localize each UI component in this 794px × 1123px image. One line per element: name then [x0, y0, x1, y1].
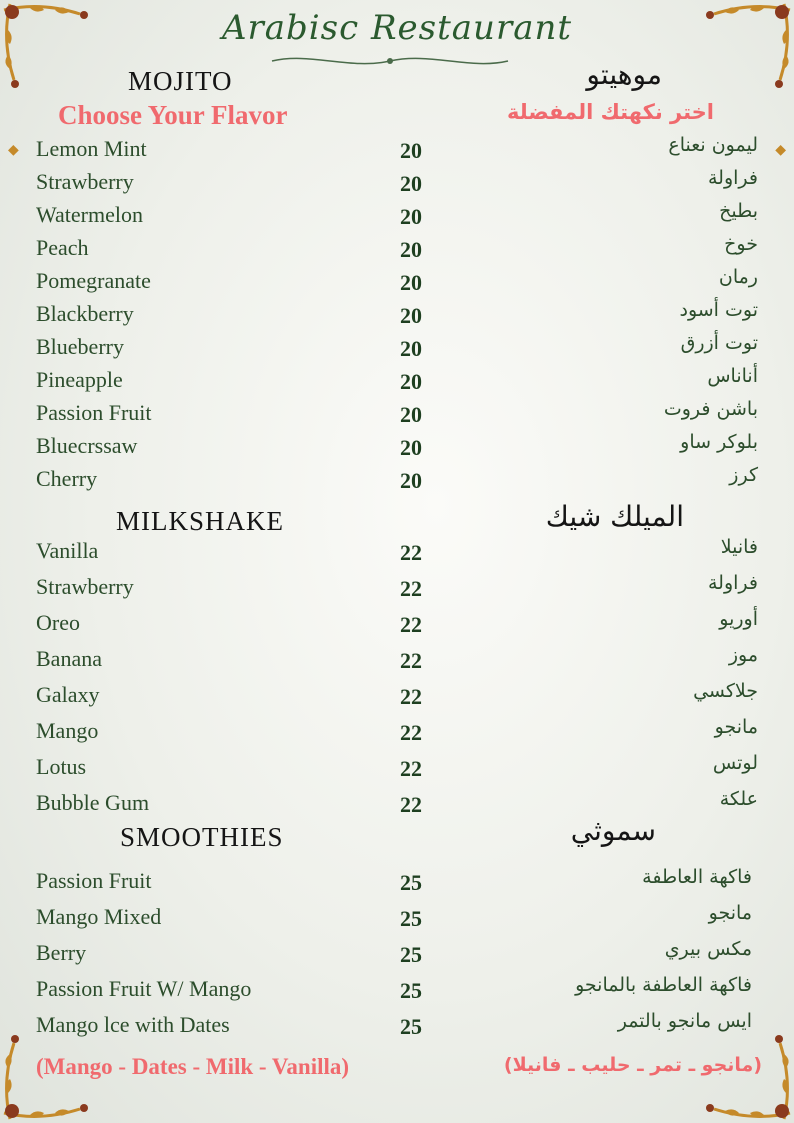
item-price: 22 [400, 792, 422, 817]
item-name-ar: توت أزرق [680, 332, 758, 354]
section-title-mojito-ar: موهيتو [586, 58, 662, 91]
item-price: 20 [400, 468, 422, 493]
item-name: Lotus [36, 754, 87, 779]
item-name-ar: علكة [719, 788, 758, 810]
ingredients-note-ar: (مانجو ـ تمر ـ حليب ـ فانيلا) [503, 1054, 762, 1076]
item-price: 20 [400, 303, 422, 328]
item-price: 25 [400, 906, 422, 931]
menu-item [0, 868, 794, 898]
item-price: 20 [400, 171, 422, 196]
section-title-smoothies: SMOOTHIES [120, 822, 284, 852]
item-name: Lemon Mint [36, 136, 147, 161]
item-name: Watermelon [36, 202, 143, 227]
item-price: 22 [400, 576, 422, 601]
menu-item [0, 754, 794, 784]
side-leaf-icon: ◆ [775, 143, 786, 158]
menu-item [0, 136, 794, 166]
item-price: 25 [400, 942, 422, 967]
menu-item [0, 400, 794, 430]
item-name-ar: لوتس [712, 752, 758, 774]
menu-item [0, 718, 794, 748]
item-name-ar: موز [728, 644, 758, 666]
ingredients-note: (Mango - Dates - Milk - Vanilla) [36, 1054, 350, 1079]
item-name: Berry [36, 940, 87, 965]
item-name-ar: أوريو [719, 608, 758, 630]
menu-item [0, 574, 794, 604]
item-price: 22 [400, 540, 422, 565]
item-price: 25 [400, 1014, 422, 1039]
item-name-ar: رمان [718, 266, 758, 288]
item-name: Cherry [36, 466, 98, 491]
item-price: 20 [400, 435, 422, 460]
item-name-ar: فاكهة العاطفة بالمانجو [575, 974, 752, 996]
item-name: Banana [36, 646, 102, 671]
item-name-ar: فاكهة العاطفة [642, 866, 752, 888]
item-name: Strawberry [36, 574, 134, 599]
item-price: 20 [400, 138, 422, 163]
menu-item [0, 790, 794, 820]
item-price: 20 [400, 204, 422, 229]
item-price: 25 [400, 978, 422, 1003]
item-name: Passion Fruit [36, 868, 152, 893]
title-flourish-icon [270, 50, 510, 72]
section-title-mojito: MOJITO [128, 66, 233, 96]
item-name-ar: مانجو [714, 716, 758, 738]
section-title-milkshake-ar: الميلك شيك [545, 500, 684, 533]
item-name-ar: خوخ [724, 233, 758, 255]
item-name-ar: أناناس [707, 365, 758, 387]
menu-item [0, 466, 794, 496]
item-name-ar: بطيخ [719, 200, 758, 222]
item-price: 22 [400, 720, 422, 745]
menu-item [0, 646, 794, 676]
item-name: Bubble Gum [36, 790, 150, 815]
menu-item [0, 235, 794, 265]
item-price: 20 [400, 336, 422, 361]
item-name-ar: جلاكسي [693, 680, 758, 702]
item-name: Mango Mixed [36, 904, 162, 929]
item-name-ar: بلوكر ساو [680, 431, 758, 453]
menu-item [0, 538, 794, 568]
menu-item [0, 202, 794, 232]
item-price: 20 [400, 237, 422, 262]
item-name-ar: ايس مانجو بالتمر [617, 1010, 752, 1032]
item-name-ar: مانجو [708, 902, 752, 924]
item-name-ar: فانيلا [720, 536, 758, 558]
item-price: 22 [400, 756, 422, 781]
item-name-ar: فراولة [708, 167, 758, 189]
choose-flavor-heading: Choose Your Flavor [58, 100, 288, 130]
item-name: Mango lce with Dates [36, 1012, 230, 1037]
item-price: 22 [400, 612, 422, 637]
item-name: Vanilla [36, 538, 99, 563]
choose-flavor-heading-ar: اختر نكهتك المفضلة [507, 100, 714, 124]
item-name: Galaxy [36, 682, 100, 707]
menu-item [0, 1012, 794, 1042]
item-name: Blackberry [36, 301, 134, 326]
restaurant-name: Arabisc Restaurant [221, 8, 573, 48]
item-name-ar: توت أسود [679, 299, 758, 321]
menu-item [0, 268, 794, 298]
item-name: Strawberry [36, 169, 134, 194]
menu-item [0, 904, 794, 934]
item-name-ar: مكس بيري [664, 938, 752, 960]
menu-item [0, 682, 794, 712]
section-title-smoothies-ar: سموثي [570, 814, 656, 847]
item-price: 20 [400, 369, 422, 394]
item-name: Peach [36, 235, 89, 260]
item-name-ar: كرز [729, 464, 758, 486]
item-price: 25 [400, 870, 422, 895]
item-name-ar: فراولة [708, 572, 758, 594]
item-price: 20 [400, 270, 422, 295]
section-title-milkshake: MILKSHAKE [116, 506, 284, 536]
menu-item [0, 169, 794, 199]
menu-item [0, 610, 794, 640]
item-name: Oreo [36, 610, 80, 635]
menu-item [0, 940, 794, 970]
menu-item [0, 367, 794, 397]
menu-item [0, 433, 794, 463]
item-name: Bluecrssaw [36, 433, 138, 458]
item-price: 20 [400, 402, 422, 427]
item-name: Mango [36, 718, 99, 743]
item-name: Passion Fruit W/ Mango [36, 976, 252, 1001]
item-name: Pomegranate [36, 268, 151, 293]
menu-item [0, 976, 794, 1006]
item-name: Blueberry [36, 334, 124, 359]
item-price: 22 [400, 648, 422, 673]
menu-item [0, 301, 794, 331]
item-name: Passion Fruit [36, 400, 152, 425]
side-leaf-icon: ◆ [8, 143, 19, 158]
item-price: 22 [400, 684, 422, 709]
item-name-ar: باشن فروت [663, 398, 758, 420]
item-name-ar: ليمون نعناع [668, 134, 758, 156]
menu-item [0, 334, 794, 364]
item-name: Pineapple [36, 367, 123, 392]
